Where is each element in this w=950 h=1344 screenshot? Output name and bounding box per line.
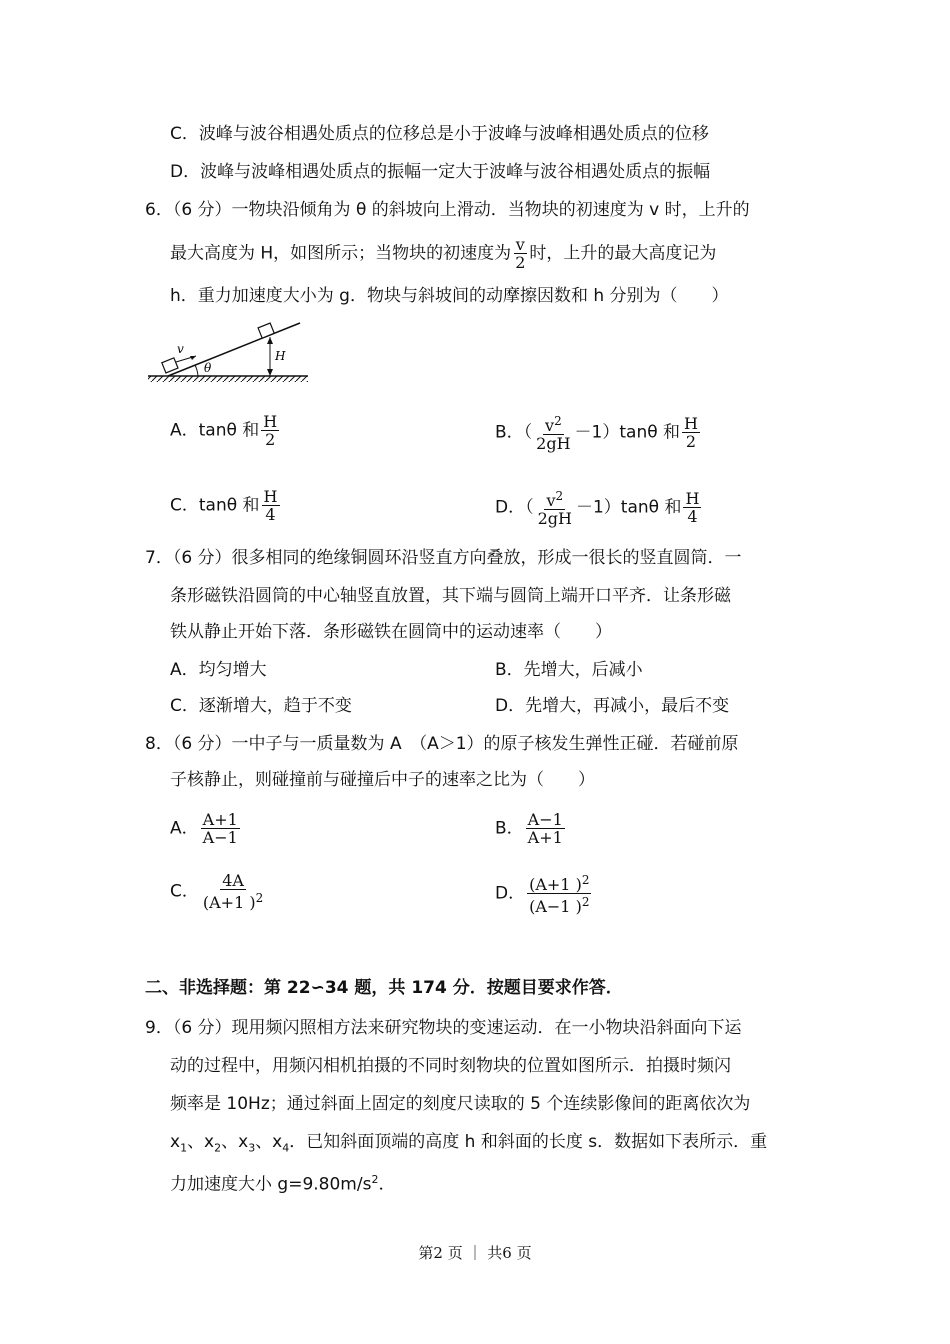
q8-option-a [170, 811, 242, 846]
option-label: B．（ [495, 422, 533, 443]
page-footer: 第2 页 ｜ 共6 页 [418, 1244, 532, 1262]
section-2-heading: 二、非选择题：第 22∽34 题，共 174 分．按题目要求作答． [145, 978, 623, 998]
fraction [526, 811, 565, 846]
q7-stem-line1: 7．（6 分）很多相同的绝缘铜圆环沿竖直方向叠放，形成一很长的竖直圆筒．一 [145, 548, 742, 568]
frac-denominator: 2gH [536, 434, 571, 453]
option-label: B． [495, 818, 524, 839]
frac-denominator: 2gH [537, 509, 572, 528]
frac-numerator: A+1 [202, 810, 238, 829]
block-top [258, 323, 274, 338]
q8-stem-line1: 8．（6 分）一中子与一质量数为 A （A＞1）的原子核发生弹性正碰．若碰前原 [145, 734, 739, 754]
q9-stem-line4 [170, 1130, 767, 1160]
option-mid: －1）tanθ 和 [574, 422, 681, 443]
fraction [682, 415, 700, 450]
frac-base: (A−1 ) [529, 897, 582, 916]
height-arrowhead-bottom [267, 369, 273, 376]
fraction [536, 488, 574, 527]
period: ． [378, 1174, 396, 1195]
q9-stem-line5 [170, 1168, 395, 1197]
q6-option-d [495, 488, 703, 527]
q8-option-c [170, 872, 267, 911]
fraction [683, 490, 701, 525]
q6-option-c [170, 488, 282, 523]
gravity-exponent: 2 [371, 1173, 379, 1186]
height-arrowhead-top [267, 337, 273, 344]
option-label: D． [495, 883, 526, 904]
q8-option-b [495, 811, 567, 846]
height-label: H [275, 349, 286, 363]
frac-denominator: 2 [265, 430, 276, 449]
frac-base: (A+1 ) [529, 875, 582, 894]
frac-exponent: 2 [255, 891, 264, 905]
x3-subscript: 3 [248, 1141, 256, 1155]
frac-exponent: 2 [555, 489, 564, 503]
separator: 、x [221, 1132, 249, 1152]
q6-stem-line2-b: 时，上升的最大高度记为 [529, 243, 717, 264]
frac-base: (A+1 ) [202, 893, 256, 912]
frac-numerator: H [263, 487, 278, 506]
q6-option-b [495, 413, 702, 452]
frac-numerator: H [684, 414, 698, 433]
option-label: C． [170, 881, 199, 902]
frac-denominator: 4 [265, 505, 276, 524]
frac-denominator: 2 [685, 432, 697, 451]
q9-stem-line1: 9．（6 分）现用频闪照相方法来研究物块的变速运动．在一小物块沿斜面向下运 [145, 1018, 742, 1038]
q7-option-d: D．先增大，再减小，最后不变 [495, 696, 730, 716]
frac-denominator: A−1 [202, 828, 238, 847]
frac-denominator: A+1 [527, 828, 563, 847]
ground-hatch [148, 376, 308, 382]
option-label: A． [170, 818, 199, 839]
frac-denominator [527, 894, 591, 915]
frac-denominator [201, 890, 265, 911]
option-mid: －1）tanθ 和 [575, 497, 682, 518]
frac-numerator [543, 413, 564, 435]
fraction [534, 413, 572, 452]
frac-exponent: 2 [554, 414, 562, 428]
q7-option-b: B．先增大，后减小 [495, 660, 643, 680]
frac-numerator [527, 872, 591, 894]
frac-numerator: v [515, 235, 525, 254]
theta-label: θ [204, 361, 212, 375]
separator: 、x [187, 1132, 215, 1152]
frac-exponent: 2 [581, 895, 590, 909]
option-label: C．tanθ 和 [170, 495, 260, 516]
q9-stem-line3: 频率是 10Hz；通过斜面上固定的刻度尺读取的 5 个连续影像间的距离依次为 [170, 1094, 751, 1114]
q6-incline-figure [140, 315, 315, 385]
q6-stem-line3: h．重力加速度大小为 g．物块与斜坡间的动摩擦因数和 h 分别为（ ） [170, 286, 729, 306]
fraction [527, 872, 591, 915]
q9-stem-line2: 动的过程中，用频闪相机拍摄的不同时刻物块的位置如图所示．拍摄时频闪 [170, 1056, 731, 1076]
q6-option-a [170, 413, 281, 448]
block-bottom [162, 358, 178, 373]
x1-subscript: 1 [180, 1141, 188, 1155]
x-var: x [170, 1132, 181, 1152]
frac-numerator: H [263, 412, 278, 431]
option-label: D．（ [495, 497, 534, 518]
q6-stem-line1: 6．（6 分）一物块沿倾角为 θ 的斜坡向上滑动．当物块的初速度为 v 时，上升的 [145, 200, 750, 220]
fraction [201, 811, 240, 846]
fraction [201, 872, 265, 911]
x4-subscript: 4 [282, 1141, 290, 1155]
frac-numerator [544, 488, 565, 510]
q8-stem-line2: 子核静止，则碰撞前与碰撞后中子的速率之比为（ ） [170, 770, 595, 790]
q8-option-d [495, 872, 593, 915]
frac-exponent: 2 [581, 873, 590, 887]
separator: 、x [255, 1132, 283, 1152]
q7-stem-line2: 条形磁铁沿圆筒的中心轴竖直放置，其下端与圆筒上端开口平齐．让条形磁 [170, 586, 731, 606]
velocity-label: v [177, 342, 184, 356]
frac-base: v [545, 416, 555, 435]
q7-option-a: A．均匀增大 [170, 660, 267, 680]
frac-numerator: H [685, 489, 700, 508]
option-label: A．tanθ 和 [170, 420, 260, 441]
fraction [261, 413, 279, 448]
fraction [262, 488, 280, 523]
frac-denominator: 4 [687, 507, 698, 526]
x2-subscript: 2 [214, 1141, 222, 1155]
q5-option-d: D．波峰与波峰相遇处质点的振幅一定大于波峰与波谷相遇处质点的振幅 [170, 162, 711, 182]
frac-numerator: A−1 [527, 810, 563, 829]
frac-denominator: 2 [515, 253, 526, 272]
gravity-text: 力加速度大小 g=9.80m/s [170, 1174, 372, 1195]
q9-stem-line4-rest: ．已知斜面顶端的高度 h 和斜面的长度 s．数据如下表所示．重 [289, 1132, 768, 1152]
q7-stem-line3: 铁从静止开始下落．条形磁铁在圆筒中的运动速率（ ） [170, 622, 612, 642]
q6-stem-line2-a: 最大高度为 H，如图所示；当物块的初速度为 [170, 243, 512, 264]
q5-option-c: C．波峰与波谷相遇处质点的位移总是小于波峰与波峰相遇处质点的位移 [170, 124, 709, 144]
frac-base: v [546, 491, 556, 510]
theta-arc [195, 365, 198, 376]
q6-stem-line2 [170, 236, 716, 271]
q7-option-c: C．逐渐增大，趋于不变 [170, 696, 352, 716]
frac-numerator: 4A [222, 871, 244, 890]
q6-v-half-fraction [513, 236, 527, 271]
